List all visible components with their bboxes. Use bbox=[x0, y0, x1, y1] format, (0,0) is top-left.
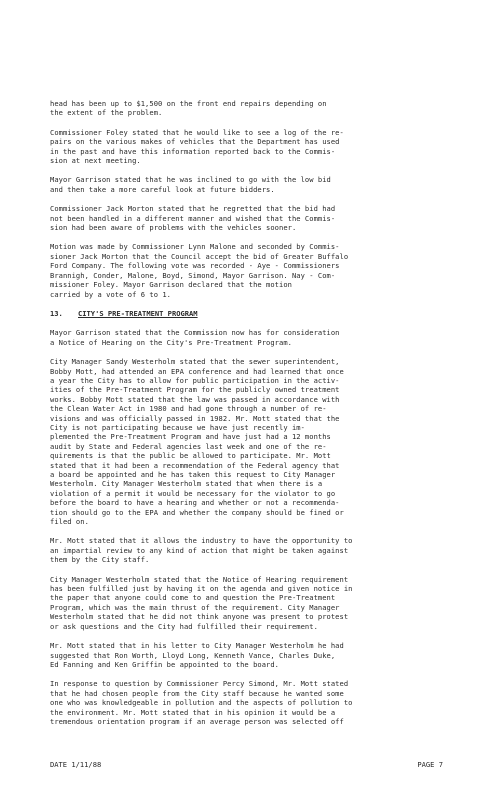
paragraph-westerholm-epa: City Manager Sandy Westerholm stated that the sewer superintendent, Bobby Mott, had attended an EPA conference and had learned that once a year the City has to allow for public participation in the activ- ities of the Pre-Treatment Program for the publicly owned treatment works. Bobby Mott stated that the law was passed in accordance with the Clean Water Act in 1980 and had gone through a number of re- visions and was officially passed in 1982. Mr. Mott stated that the City is not participating because we have just recently im- plemented the Pre-Treatment Program and have just had a 12 months audit by State and Federal agencies last week and one of the re- quirements is that the public be allowed to participate. Mr. Mott stated that it had been a recommendation of the Federal agency that a board be appointed and he has taken this request to City Manager Westerholm. City Manager Westerholm stated that when there is a violation of a permit it would be necessary for the violator to go before the board to have a hearing and whether or not a recommenda- tion should go to the EPA and whether the company should be fined or filed on. bbox=[50, 357, 344, 527]
footer-date: DATE 1/11/88 bbox=[50, 760, 102, 769]
section-title: CITY'S PRE-TREATMENT PROGRAM bbox=[78, 308, 198, 318]
paragraph-foley-repair-log: Commissioner Foley stated that he would like to see a log of the re- pairs on the various makes of vehicles that the Department has used in the past and have this information reported back to the Commis- sion at next meeting. bbox=[50, 127, 344, 166]
paragraph-front-end-repairs: head has been up to $1,500 on the front end repairs depending on the extent of the problem. bbox=[50, 99, 327, 118]
paragraph-simond-question: In response to question by Commissioner Percy Simond, Mr. Mott stated that he had chosen people from the City staff because he wanted some one who was knowledgeable in pollution and the aspects of pollution to the environment. Mr. Mott stated that in his opinion it would be a tremendous orientation program if an average person was selected off bbox=[50, 679, 353, 726]
footer-page-number: PAGE 7 bbox=[417, 760, 443, 769]
paragraph-motion-vote: Motion was made by Commissioner Lynn Malone and seconded by Commis- sioner Jack Morton that the Council accept the bid of Greater Buffalo Ford Company. The following vote was recorded - Aye - Commissioners Brannigh, Conder, Malone, Boyd, Simond, Mayor Garrison. Nay - Com- missioner Foley. Mayor Garrison declared that the motion carried by a vote of 6 to 1. bbox=[50, 242, 349, 299]
paragraph-notice-of-hearing: Mayor Garrison stated that the Commission now has for consideration a Notice of Hearing on the City's Pre-Treatment Program. bbox=[50, 328, 340, 347]
section-number: 13. bbox=[50, 308, 63, 318]
section-heading bbox=[50, 309, 447, 318]
paragraph-morton-regret: Commissioner Jack Morton stated that he regretted that the bid had not been handled in a different manner and wished that the Commis- sion had been aware of problems with the vehicles sooner. bbox=[50, 204, 336, 233]
paragraph-garrison-low-bid: Mayor Garrison stated that he was inclined to go with the low bid and then take a more careful look at future bidders. bbox=[50, 175, 331, 194]
paragraph-mott-impartial-review: Mr. Mott stated that it allows the industry to have the opportunity to an impartial review to any kind of action that might be taken against them by the City staff. bbox=[50, 536, 353, 565]
page-footer bbox=[50, 760, 443, 769]
paragraph-board-appointees: Mr. Mott stated that in his letter to City Manager Westerholm he had suggested that Ron Worth, Lloyd Long, Kenneth Vance, Charles Duke, Ed Fanning and Ken Griffin be appointed to the board. bbox=[50, 641, 344, 669]
paragraph-notice-requirement: City Manager Westerholm stated that the Notice of Hearing requirement has been fulfilled just by having it on the agenda and given notice in the paper that anyone could come to and question the Pre-Treatment Program, which was the main thrust of the requirement. City Manager Westerholm stated that he did not think anyone was present to protest or ask questions and the City had fulfilled their requirement. bbox=[50, 574, 353, 631]
